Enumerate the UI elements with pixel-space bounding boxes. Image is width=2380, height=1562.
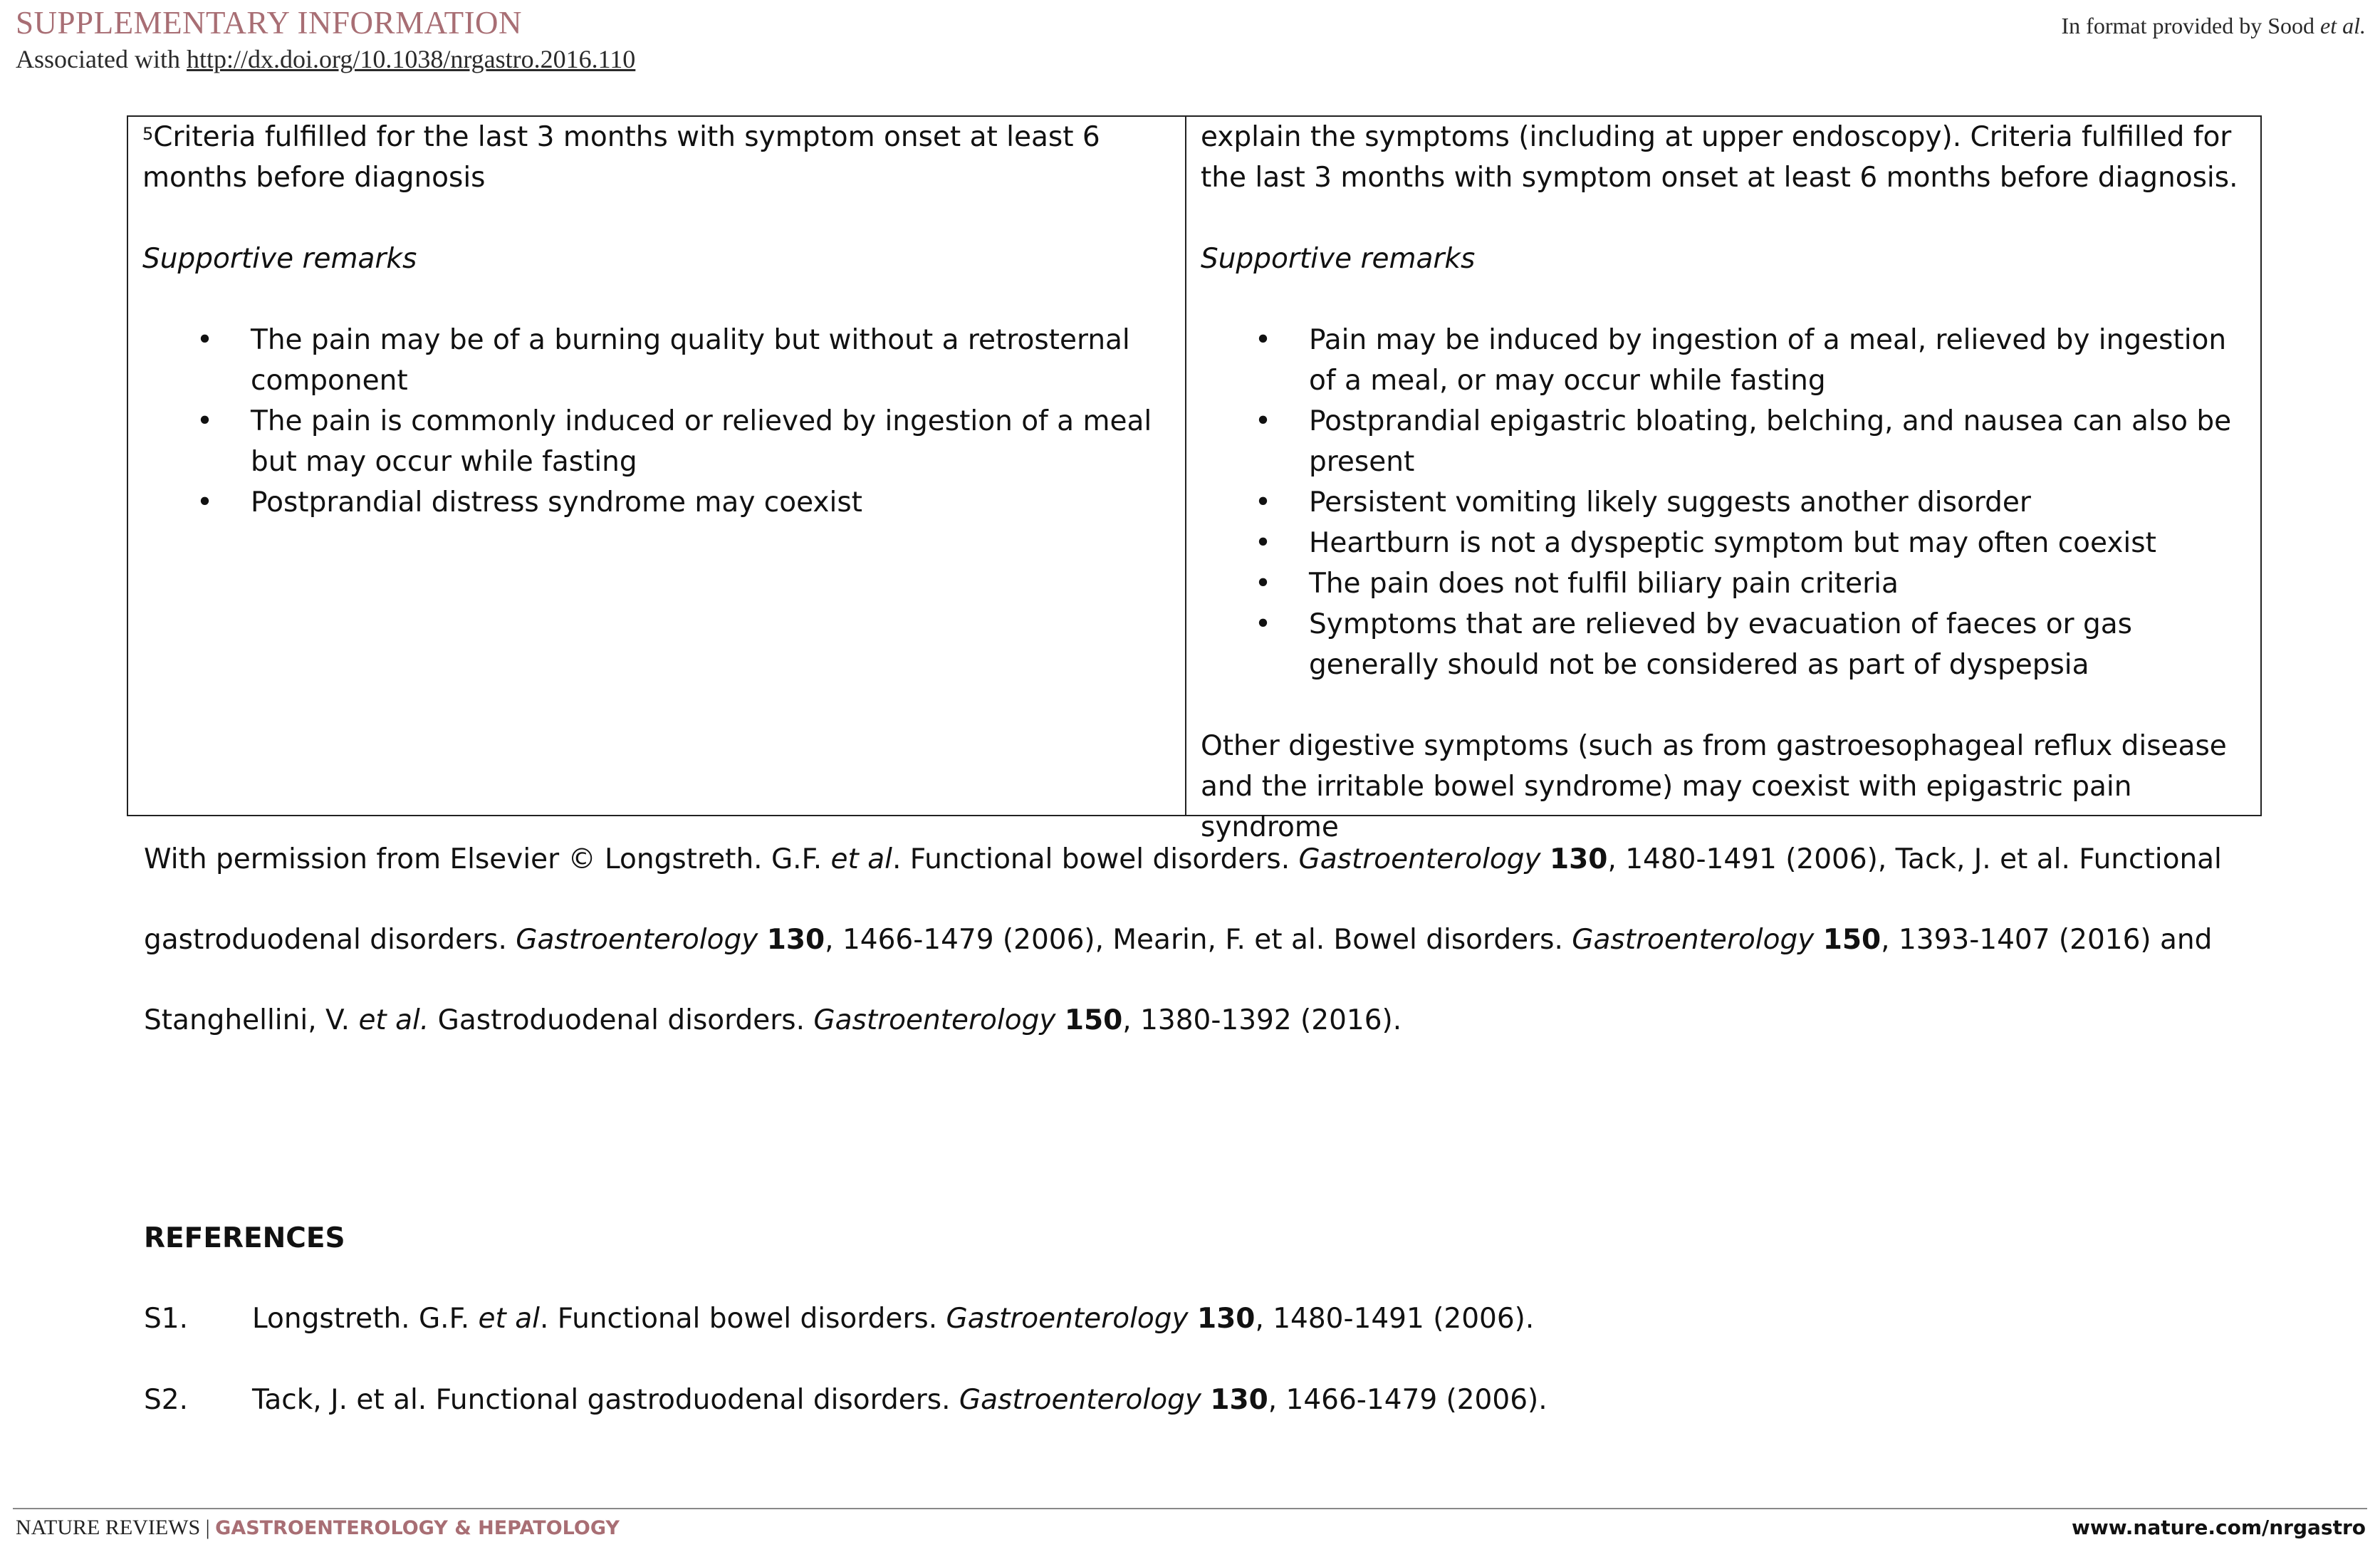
list-item: • Persistent vomiting likely suggests another disorder (1201, 482, 2246, 523)
list-item: • Postprandial epigastric bloating, belching, and nausea can also be present (1201, 401, 2246, 482)
doi-link[interactable]: http://dx.doi.org/10.1038/nrgastro.2016.110 (186, 45, 636, 73)
list-item: • The pain may be of a burning quality but without a retrosternal component (142, 320, 1171, 401)
right-other-symptoms: Other digestive symptoms (such as from gastroesophageal reflux disease and the irritable bowel syndrome) may coexist with epigastric pain syndrome (1201, 730, 2227, 843)
format-provided-note (2062, 13, 2366, 39)
associated-with-line (16, 44, 635, 74)
footer-divider (13, 1508, 2367, 1509)
list-item: • Heartburn is not a dyspeptic symptom but may often coexist (1201, 523, 2246, 563)
permission-statement: With permission from Elsevier © Longstreth. G.F. et al. Functional bowel disorders. Gastroenterology 130, 1480-1491 (2006), Tack, J. et al. Functional gastroduodenal disorders. Gastroenterology 130, 1466-1479 (2006), Mearin, F. et al. Bowel disorders. Gastroenterology 150, 1393-1407 (2016) and Stanghellini, V. et al. Gastroduodenal disorders. Gastroenterology 150, 1380-1392 (2016). (144, 843, 2222, 1036)
footnote-marker: 5 (142, 124, 154, 144)
reference-item: S2. Tack, J. et al. Functional gastroduodenal disorders. Gastroenterology 130, 1466-1479 (2006). (144, 1384, 1547, 1416)
footer-journal (16, 1516, 620, 1540)
associated-label: Associated with (16, 45, 180, 73)
left-remarks-heading: Supportive remarks (142, 243, 417, 275)
criteria-table (127, 115, 2262, 843)
right-criteria: explain the symptoms (including at upper endoscopy). Criteria fulfilled for the last 3 months with symptom onset at least 6 months before diagnosis. (1201, 121, 2238, 194)
reference-number: S2. (144, 1384, 188, 1416)
right-bullet-list (1201, 320, 2246, 685)
right-column (1186, 117, 2260, 843)
list-item: • The pain is commonly induced or relieved by ingestion of a meal but may occur while fasting (142, 401, 1171, 482)
left-column (128, 117, 1186, 815)
list-item: • Symptoms that are relieved by evacuation of faeces or gas generally should not be considered as part of dyspepsia (1201, 604, 2246, 685)
footer-nature-reviews: NATURE REVIEWS (16, 1516, 201, 1539)
format-provided-text: In format provided by Sood (2061, 13, 2315, 38)
reference-item: S1. Longstreth. G.F. et al. Functional bowel disorders. Gastroenterology 130, 1480-1491 (2006). (144, 1303, 1535, 1335)
footer-url[interactable]: www.nature.com/nrgastro (2071, 1516, 2366, 1539)
left-bullet-list (142, 320, 1171, 523)
left-criteria (142, 117, 1171, 198)
list-item: • Postprandial distress syndrome may coexist (142, 482, 1171, 523)
left-criteria-text: Criteria fulfilled for the last 3 months with symptom onset at least 6 months before diagnosis (142, 121, 1100, 194)
footer-separator: | (205, 1516, 210, 1539)
footer-journal-name: GASTROENTEROLOGY & HEPATOLOGY (215, 1517, 620, 1539)
reference-number: S1. (144, 1303, 188, 1335)
format-provided-etal: et al. (2320, 13, 2366, 38)
list-item: • Pain may be induced by ingestion of a meal, relieved by ingestion of a meal, or may occur while fasting (1201, 320, 2246, 401)
supplementary-title: SUPPLEMENTARY INFORMATION (16, 5, 523, 41)
list-item: • The pain does not fulfil biliary pain criteria (1201, 563, 2246, 604)
references-heading: REFERENCES (144, 1222, 345, 1254)
right-remarks-heading: Supportive remarks (1201, 243, 1476, 275)
